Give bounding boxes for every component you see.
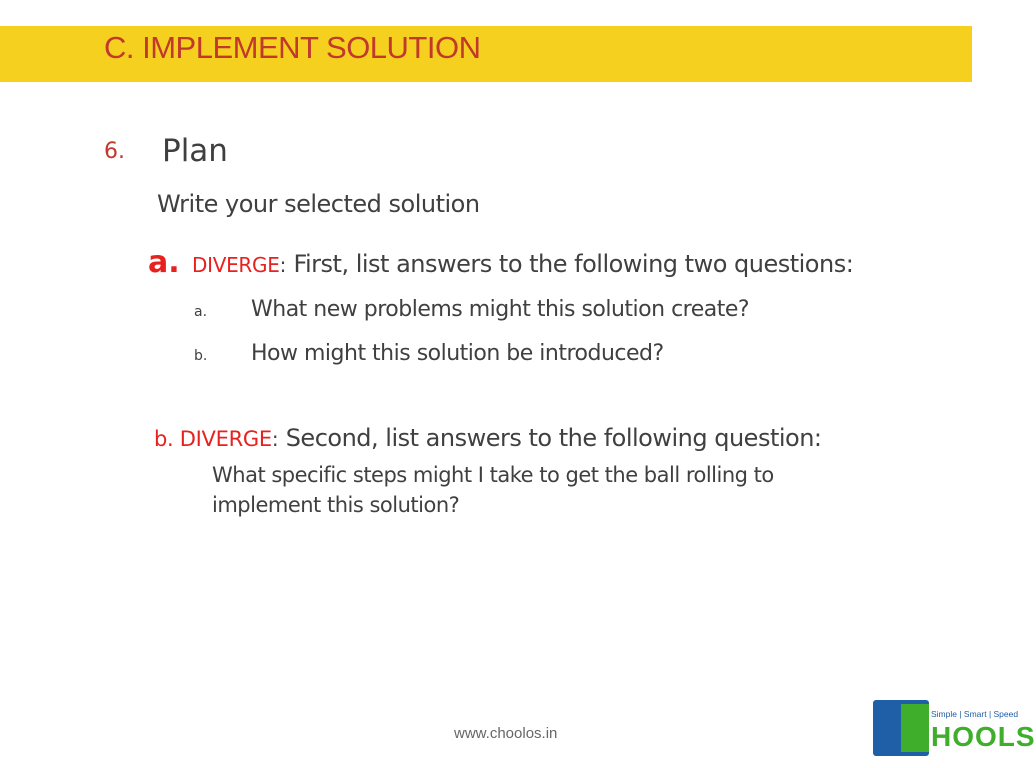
slide-title: C. IMPLEMENT SOLUTION xyxy=(104,30,481,65)
sub-item-b-text: How might this solution be introduced? xyxy=(251,341,664,366)
item-a xyxy=(148,245,853,280)
sub-item-b-mark: b. xyxy=(194,348,208,364)
section-subtitle: Write your selected solution xyxy=(157,190,480,218)
sub-item-a xyxy=(194,297,749,322)
item-b-detail: What specific steps might I take to get the ball rolling to implement this solution? xyxy=(212,463,774,517)
sub-item-a-text: What new problems might this solution create? xyxy=(251,297,750,322)
section-heading: Plan xyxy=(162,133,228,169)
item-b-keyword: b. DIVERGE xyxy=(154,427,272,451)
sub-item-a-mark: a. xyxy=(194,304,208,320)
section-number: 6. xyxy=(104,139,125,164)
item-a-colon: : xyxy=(279,253,287,277)
logo-wordmark: HOOLS xyxy=(931,721,1036,752)
choolos-logo xyxy=(873,700,1036,756)
item-a-letter: a. xyxy=(148,245,180,280)
item-a-text: First, list answers to the following two questions: xyxy=(286,250,854,278)
sub-item-b xyxy=(194,341,664,366)
item-a-keyword: DIVERGE xyxy=(192,253,280,277)
item-b-text: Second, list answers to the following question: xyxy=(278,424,822,452)
logo-tagline: Simple | Smart | Speed xyxy=(931,709,1019,719)
item-b-colon: : xyxy=(271,427,279,451)
logo-c-inner xyxy=(901,704,929,752)
footer-url: www.choolos.in xyxy=(454,725,558,742)
item-b xyxy=(154,424,822,452)
